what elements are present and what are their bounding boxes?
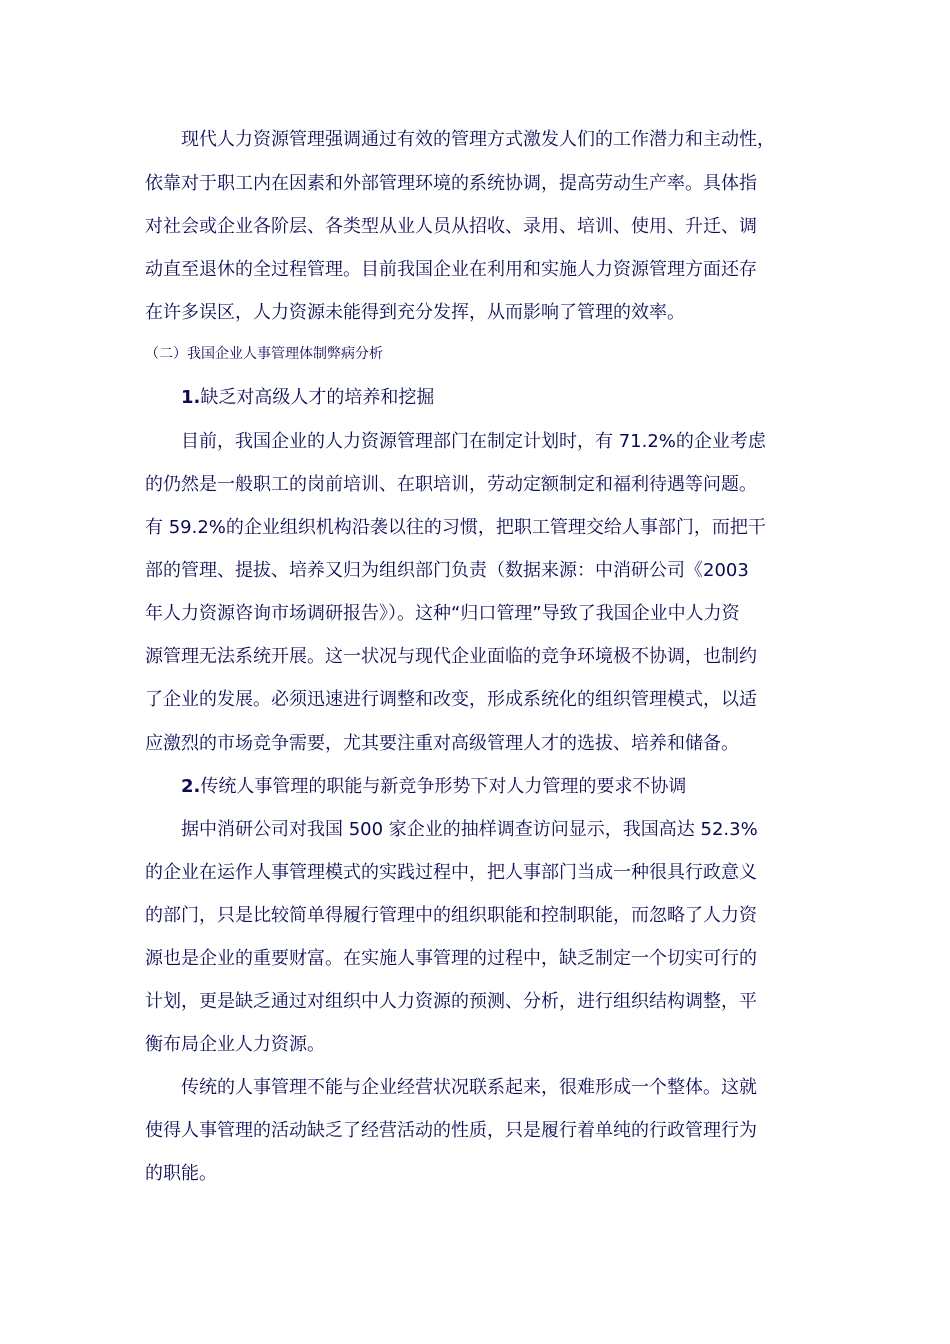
para1-line-3: 对社会或企业各阶层、各类型从业人员从招收、录用、培训、使用、升迁、调 bbox=[145, 216, 757, 237]
para3-line-1: 据中消研公司对我国 500 家企业的抽样调查访问显示，我国高达 52.3% bbox=[181, 819, 758, 840]
heading-2-number: 2. bbox=[181, 776, 201, 797]
heading-2-text: 传统人事管理的职能与新竞争形势下对人力管理的要求不协调 bbox=[200, 776, 687, 797]
para2-line-4: 部的管理、提拔、培养又归为组织部门负责（数据来源：中消研公司《2003 bbox=[145, 560, 749, 581]
para3-line-6: 衡布局企业人力资源。 bbox=[145, 1034, 325, 1055]
para3-line-3: 的部门，只是比较简单得履行管理中的组织职能和控制职能，而忽略了人力资 bbox=[145, 905, 757, 926]
para1-line-5: 在许多误区，人力资源未能得到充分发挥，从而影响了管理的效率。 bbox=[145, 302, 685, 323]
para2-line-3: 有 59.2%的企业组织机构沿袭以往的习惯，把职工管理交给人事部门，而把干 bbox=[145, 517, 766, 538]
para2-line-2: 的仍然是一般职工的岗前培训、在职培训，劳动定额制定和福利待遇等问题。 bbox=[145, 474, 757, 495]
para4-line-3: 的职能。 bbox=[145, 1163, 217, 1184]
para1-line-4: 动直至退休的全过程管理。目前我国企业在利用和实施人力资源管理方面还存 bbox=[145, 259, 757, 280]
para4-line-1: 传统的人事管理不能与企业经营状况联系起来，很难形成一个整体。这就 bbox=[181, 1077, 757, 1098]
para2-line-8: 应激烈的市场竞争需要，尤其要注重对高级管理人才的选拔、培养和储备。 bbox=[145, 733, 739, 754]
section-title: （二）我国企业人事管理体制弊病分析 bbox=[145, 346, 383, 362]
heading-2 bbox=[181, 775, 686, 799]
heading-1-number: 1. bbox=[181, 387, 201, 408]
para3-line-2: 的企业在运作人事管理模式的实践过程中，把人事部门当成一种很具行政意义 bbox=[145, 862, 757, 883]
para1-line-2: 依靠对于职工内在因素和外部管理环境的系统协调，提高劳动生产率。具体指 bbox=[145, 173, 757, 194]
para2-line-5: 年人力资源咨询市场调研报告》）。这种“归口管理”导致了我国企业中人力资 bbox=[145, 603, 740, 624]
heading-1-text: 缺乏对高级人才的培养和挖掘 bbox=[200, 387, 435, 408]
para2-line-7: 了企业的发展。必须迅速进行调整和改变，形成系统化的组织管理模式，以适 bbox=[145, 689, 757, 710]
para2-line-1: 目前，我国企业的人力资源管理部门在制定计划时，有 71.2%的企业考虑 bbox=[181, 431, 766, 452]
para1-line-1: 现代人力资源管理强调通过有效的管理方式激发人们的工作潜力和主动性， bbox=[181, 129, 775, 150]
para2-line-6: 源管理无法系统开展。这一状况与现代企业面临的竞争环境极不协调，也制约 bbox=[145, 646, 757, 667]
heading-1 bbox=[181, 386, 434, 410]
para3-line-5: 计划，更是缺乏通过对组织中人力资源的预测、分析，进行组织结构调整，平 bbox=[145, 991, 757, 1012]
para4-line-2: 使得人事管理的活动缺乏了经营活动的性质，只是履行着单纯的行政管理行为 bbox=[145, 1120, 757, 1141]
para3-line-4: 源也是企业的重要财富。在实施人事管理的过程中，缺乏制定一个切实可行的 bbox=[145, 948, 757, 969]
